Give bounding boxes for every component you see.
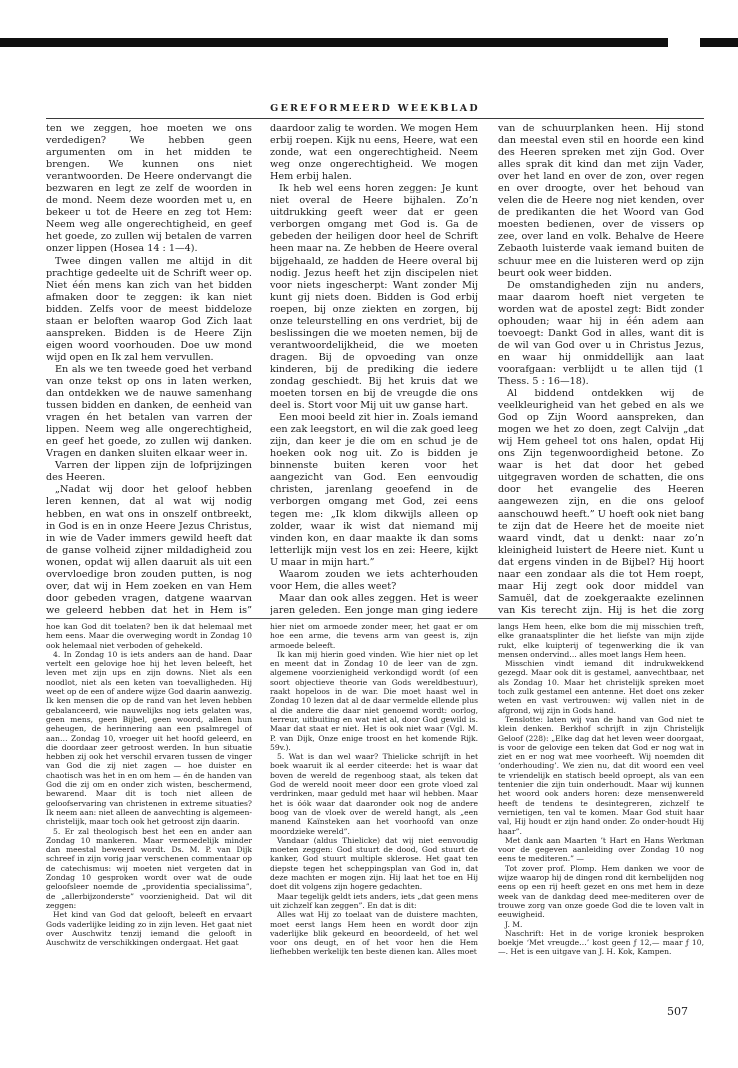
paragraph: Al biddend ontdekken wij de veelkleurigheid van het gebed en als we God op Zijn Woord aanspreken, dan mogen we het zo doen, zegt Calvijn „dat wij Hem geheel tot ons halen, opdat Hij ons Zijn tegenwoordigheid betone. Zo waar is het dat door het gebed uitgegraven worden de schatten, die ons door het evangelie des Heeren aangewezen zijn, en die ons geloof aanschouwd heeft.” U hoeft ook niet bang te zijn dat de Heere het de moeite niet waard vindt, dat u denkt: naar zo’n kleinigheid luistert de Heere niet. Kunt u dat ergens vinden in de Bijbel? Hij hoort naar een zondaar als die tot Hem roept, maar Hij zegt ook door middel van Samuël, dat de zoekgeraakte ezelinnen van Kis terecht zijn. Hij is het die zorg [498, 388, 704, 615]
page-header [46, 103, 704, 119]
note-paragraph: Alles wat Hij zo toelaat van de duistere machten, moet eerst langs Hem heen en wordt door zijn vaderlijke blik gekeurd en beoordeeld, of het wel voor ons deugt, en of het voor hen die Hem liefhebben werkelijk ten beste dienen kan. Alles moet [270, 910, 478, 957]
note-paragraph: Het kind van God dat gelooft, beleeft en ervaart Gods vaderlijke leiding zo in zijn leven. Het gaat niet over Auschwitz tenzij iemand die gelooft in Auschwitz de verschikkingen ondergaat. Het gaat [46, 910, 252, 948]
running-title: GEREFORMEERD WEEKBLAD [270, 103, 480, 114]
header-rule [46, 118, 704, 119]
note-paragraph: hoe kan God dit toelaten? ben ik dat helemaal met hem eens. Maar die overweging wordt in Zondag 10 ook helemaal niet verboden of gehekeld. [46, 622, 252, 650]
note-paragraph: Vandaar (aldus Thielicke) dat wij niet eenvoudig moeten zeggen: God stuurt de dood, God stuurt de kanker, God stuurt multiple sklerose. Het gaat ten diepste tegen het scheppingsplan van God in, dat deze machten er mogen zijn. Hij laat het toe en Hij doet dit volgens zijn hogere gedachten. [270, 835, 478, 892]
notes-section [46, 622, 704, 1022]
notes-column-1 [46, 622, 252, 1022]
note-paragraph: Maar tegelijk geldt iets anders, iets „dat geen mens uit zichzelf kan zeggen”. En dat is dit: [270, 891, 478, 910]
paragraph: Twee dingen vallen me altijd in dit prachtige gedeelte uit de Schrift weer op. Niet één mens kan zich van het bidden afmaken door te zeggen: ik kan niet bidden. Zelfs voor de meest biddeloze staan er beloften waarop God Zich laat aanspreken. Bidden is de Heere Zijn eigen woord voorhouden. Doe uw mond wijd open en Ik zal hem vervullen. [46, 255, 252, 363]
note-paragraph: 5. Wat is dan wel waar? Thielicke schrijft in het boek waaruit ik al eerder citeerde: het is waar dat boven de wereld de regenboog staat, als teken dat God de wereld nooit meer door een grote vloed zal verdrinken, maar geduld met haar wil hebben. Maar het is óók waar dat daaronder ook nog de andere boog van de vloek over de wereld hangt, als „een manend Kaïnsteken aan het voorhoofd van onze moordzieke wereld”. [270, 752, 478, 836]
paragraph: Maar dan ook alles zeggen. Het is weer jaren geleden. Een jonge man ging iedere [270, 592, 478, 615]
paragraph: van de schuurplanken heen. Hij stond dan meestal even stil en hoorde een kind des Heeren spreken met zijn God. Over alles sprak dit kind dan met zijn Vader, over het land en over de zon, over regen en over droogte, over het behoud van velen die de Heere nog niet kenden, over de predikanten die het Woord van God moesten bedienen, over de vissers op zee, over land en volk. Behalve de Heere Zebaoth luisterde vaak iemand buiten de schuur mee en die luisteren werd op zijn beurt ook weer bidden. [498, 123, 704, 279]
author-signature: J. M. [505, 919, 523, 929]
page-number: 507 [667, 1005, 688, 1018]
paragraph: daardoor zalig te worden. We mogen Hem erbij roepen. Kijk nu eens, Heere, wat een zonde, wat een ongerechtigheid. Neem weg onze ongerechtigheid. We mogen Hem erbij halen. [270, 123, 478, 183]
note-paragraph: hier niet om armoede zonder meer, het gaat er om hoe een arme, die tevens arm van geest is, zijn armoede beleeft. [270, 622, 478, 650]
text-column-1 [46, 123, 252, 615]
note-paragraph: Misschien vindt iemand dit indrukwekkend gezegd. Maar ook dit is gestamel, aanvechtbaar, net als Zondag 10. Maar het christelijk spreken moet toch zulk gestamel een antenne. Het doet ons zeker weten en vast vertrouwen: wij vallen niet in de afgrond, wij zijn in Gods hand. [498, 659, 704, 715]
top-border-gap [668, 38, 700, 47]
notes-column-3 [498, 622, 704, 1022]
note-paragraph: Tot zover prof. Plomp. Hem danken we voor de wijze waarop hij de dingen rond dit kernbelijden nog eens op een rij heeft gezet en ons met hem in deze week van de dankdag deed mee-mediteren over de trouwe zorg van onze goede God die te loven valt in eeuwigheid. [498, 863, 704, 920]
paragraph: Waarom zouden we iets achterhouden voor Hem, die alles weet? [270, 568, 478, 592]
top-border-bar [0, 38, 738, 47]
text-column-3 [498, 123, 704, 615]
note-paragraph: Met dank aan Maarten ’t Hart en Hans Werkman voor de gegeven aanleiding over Zondag 10 nog eens te mediteren.” — [498, 835, 704, 864]
paragraph: Een mooi beeld zit hier in. Zoals iemand een zak leegstort, en wil die zak goed leeg zijn, dan keer je die om en schud je de hoeken ook nog uit. Zo is bidden je binnenste buiten keren voor het aangezicht van God. Een eenvoudig christen, jarenlang geoefend in de verborgen omgang met God, zei eens tegen me: „Ik klom dikwijls alleen op zolder, waar ik wist dat niemand mij vinden kon, en daar maakte ik dan soms letterlijk mijn vest los en zei: Heere, kijkt U maar in mijn hart.” [270, 412, 478, 568]
note-paragraph: 5. Er zal theologisch best het een en ander aan Zondag 10 mankeren. Maar vermoedelijk minder dan meestal beweerd wordt. Ds. M. P. van Dijk schreef in zijn vorig jaar verschenen commentaar op de catechismus: wij moeten niet vergeten dat in Zondag 10 gesproken wordt over wat de oude geloofsleer noemde de „providentia specialissima”, de „allerbijzonderste” voorzienigheid. Dat wil dit zeggen: [46, 826, 252, 910]
text-column-2 [270, 123, 478, 615]
notes-column-2 [270, 622, 478, 1022]
paragraph: ten we zeggen, hoe moeten we ons verdedigen? We hebben geen argumenten om in het midden te brengen. We kunnen ons niet verantwoorden. De Heere ondervangt die bezwaren en legt ze zelf de woorden in de mond. Neem deze woorden met u, en bekeer u tot de Heere en zeg tot Hem: Neem weg alle ongerechtigheid, en geef het goede, zo zullen wij betalen de varren onzer lippen (Hosea 14 : 1—4). [46, 123, 252, 255]
top-border-tail [700, 40, 738, 45]
paragraph: Varren der lippen zijn de lofprijzingen des Heeren. [46, 460, 252, 484]
main-text [46, 123, 704, 615]
paragraph: Ik heb wel eens horen zeggen: Je kunt niet overal de Heere bijhalen. Zo’n uitdrukking geeft weer dat er geen verborgen omgang met God is. Ga de gebeden der heiligen door heel de Schrift heen maar na. Ze hebben de Heere overal bijgehaald, ze hadden de Heere overal bij nodig. Jezus heeft het zijn discipelen niet voor niets ingescherpt: Want zonder Mij kunt gij niets doen. Bidden is God erbij roepen, bij onze ziekten en zorgen, bij onze teleurstelling en ons verdriet, bij de beslissingen die we moeten nemen, bij de verantwoordelijkheid, die we moeten dragen. Bij de opvoeding van onze kinderen, bij de prediking die iedere zondag geschiedt. Bij het kruis dat we moeten torsen en bij de vreugde die ons deel is. Stort voor Mij uit uw ganse hart. [270, 183, 478, 412]
paragraph: En als we ten tweede goed het verband van onze tekst op ons in laten werken, dan ontdekken we de nauwe samenhang tussen bidden en danken, de eenheid van vragen én het betalen van varren der lippen. Neem weg alle ongerechtigheid, en geef het goede, zo zullen wij danken. Vragen en danken sluiten elkaar weer in. [46, 363, 252, 460]
paragraph: „Nadat wij door het geloof hebben leren kennen, dat al wat wij nodig hebben, en wat ons in onszelf ontbreekt, in God is en in onze Heere Jezus Christus, in wie de Vader immers gewild heeft dat de ganse volheid zijner mildadigheid zou wonen, opdat wij allen daaruit als uit een overvloedige bron zouden putten, is nog over, dat wij in Hem zoeken en van Hem door gebeden vragen, datgene waarvan we geleerd hebben dat het in Hem is” [46, 484, 252, 615]
note-paragraph: 4. In Zondag 10 is iets anders aan de hand. Daar vertelt een gelovige hoe hij het leven beleeft, het leven met zijn ups en zijn downs. Niet als een noodlot, niet als een keten van toevalligheden. Hij weet op de een of andere wijze God daarin aanwezig. Ik ken mensen die op de rand van het leven hebben gebalanceerd, wie nauwelijks nog iets gelaten was, geen mens, geen Bijbel, geen woord, alleen hun geheugen, de herinnering aan een psalmregel of aan… Zondag 10, vroeger uit het hoofd geleerd, en die doordaar zeer getroost werden. In hun situatie hebben zij ook het verschil ervaren tussen de vinger van God die zij niet zagen — hoe duister en chaotisch was het in en om hem — én de handen van God die zij om en onder zich wisten, beschermend, bewarend. Maar dit is toch niet alleen de geloofservaring van christenen in extreme situaties? Ik neem aan: niet alleen de aanvechting is algemeen-christelijk, maar toch ook het getroost zijn daarin. [46, 649, 252, 827]
notes-divider [46, 618, 704, 619]
note-paragraph: langs Hem heen, elke bom die mij misschien treft, elke granaatsplinter die het liefste van mijn zijde rukt, elke kuipterij of tegenwerking die ik van mensen ondervind… alles moet langs Hem heen. [498, 622, 704, 659]
note-paragraph: Tenslotte: laten wij van de hand van God niet te klein denken. Berkhof schrijft in zijn Christelijk Geloof (228): „Elke dag dat het leven weer doorgaat, is voor de gelovige een teken dat God er nog wat in ziet en er nog wat mee voorheeft. Wij noemden dit ‘onderhouding’. We zien nu, dat dit woord een veel te vriendelijk en statisch beeld oproept, als van een tentenier die zijn tuin onderhoudt. Maar wij kunnen het woord ook anders horen: deze mensenwereld heeft de tendens te desintegreren, zichzelf te vernietigen, ten val te komen. Maar God stuit haar val, Hij houdt er zijn hand onder. Zo onder-houdt Hij haar”. [498, 714, 704, 836]
paragraph: De omstandigheden zijn nu anders, maar daarom hoeft niet vergeten te worden wat de apostel zegt: Bidt zonder ophouden; waar hij in één adem aan toevoegt: Dankt God in alles, want dit is de wil van God over u in Christus Jezus, en waar hij onmiddellijk aan laat voorafgaan: verblijdt u te allen tijd (1 Thess. 5 : 16—18). [498, 279, 704, 387]
notes-column-3-body [498, 622, 704, 920]
naschrift-paragraph: Naschrift: Het in de vorige kroniek besproken boekje ‘Met vreugde…’ kost geen ƒ 12,— maar ƒ 10,—. Het is een uitgave van J. H. Kok, Kampen. [498, 928, 704, 957]
note-paragraph: Ik kan mij hierin goed vinden. Wie hier niet op let en meent dat in Zondag 10 de leer van de zgn. algemene voorzienigheid verkondigd wordt (of een soort objectieve theorie van Gods wereldbestuur), raakt hopeloos in de war. Die moet haast wel in Zondag 10 lezen dat al de daar vermelde ellende plus al die andere die daar niet genoemd wordt: oorlog, terreur, uitbuiting en wat niet al, door God gewild is. Maar dat staat er niet. Het is ook niet waar (Vgl. M. P. van Dijk, Onze enige troost en het komende Rijk. 59v.). [270, 649, 478, 752]
